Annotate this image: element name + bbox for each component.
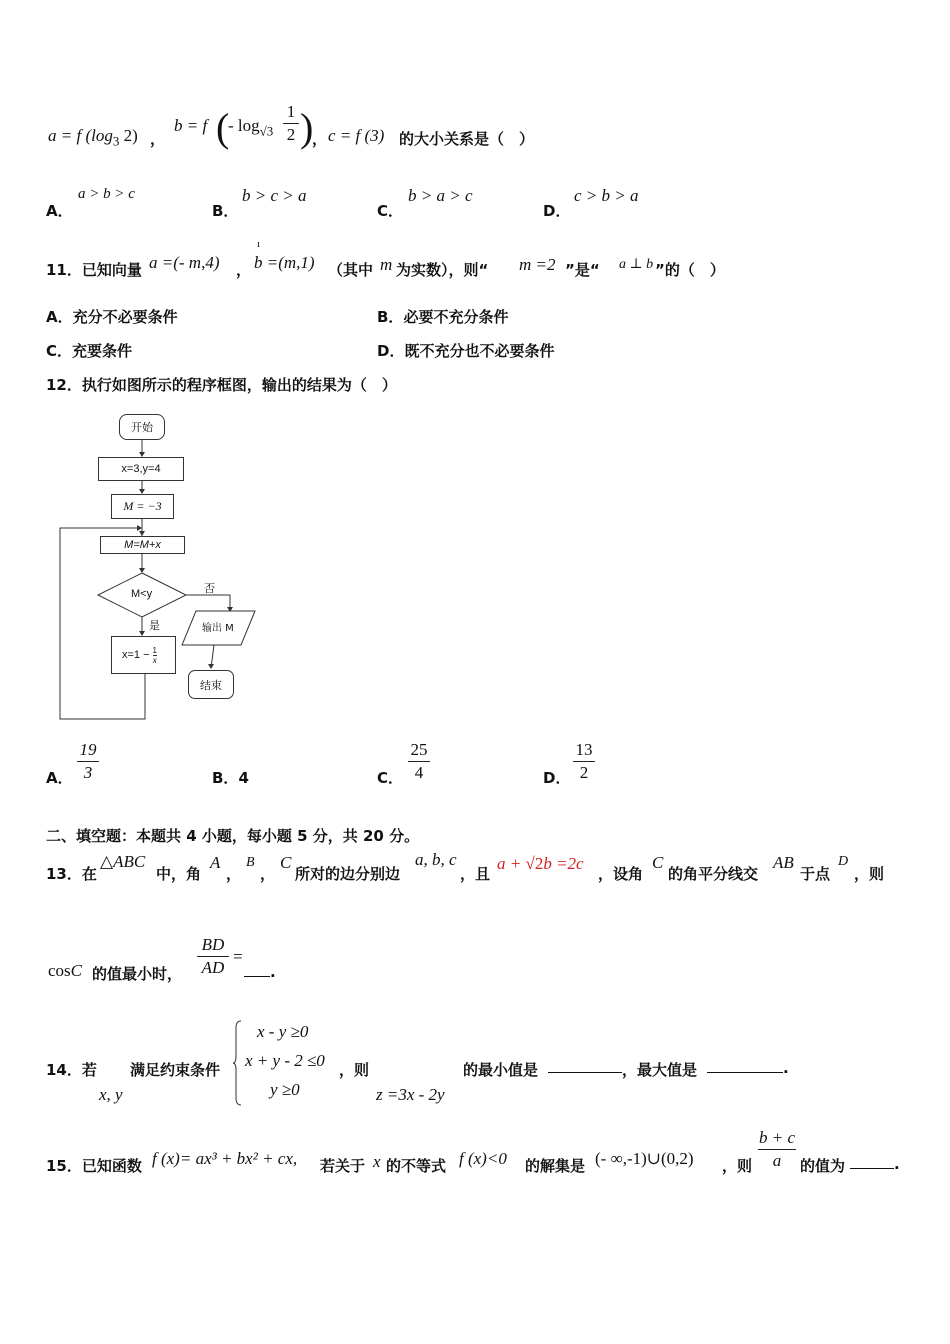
- flowchart-output: 输出 M: [202, 623, 234, 634]
- q14-objective: z =3x - 2y: [376, 1085, 445, 1104]
- q12-option-c-value[interactable]: 25 4: [408, 740, 430, 783]
- flowchart-update: M=M+x: [100, 536, 185, 554]
- q11-option-b[interactable]: B．必要不充分条件: [377, 308, 509, 326]
- flowchart-start: 开始: [119, 414, 165, 440]
- flowchart-no-label: 否: [204, 582, 215, 595]
- q15-fraction: b + c a: [758, 1128, 796, 1170]
- q10-b-expr: b = f: [174, 116, 208, 135]
- q12-option-b[interactable]: B．4: [212, 769, 249, 787]
- q14-min-blank[interactable]: [548, 1059, 622, 1077]
- q10-a-expr: a = f ($\log_3$ 2): [48, 126, 138, 149]
- flowchart-m-init: M = −3: [111, 494, 174, 519]
- q10-question-text: 的大小关系是（ ）: [399, 130, 535, 148]
- q13-condition: a + √2b =2c: [497, 854, 584, 873]
- q10-option-d-value[interactable]: c > b > a: [574, 186, 639, 205]
- q12-option-a-label[interactable]: A．: [46, 769, 73, 787]
- section-heading: 二、填空题：本题共 4 小题，每小题 5 分，共 20 分。: [46, 827, 420, 845]
- q10-option-d-label[interactable]: D．: [543, 202, 571, 220]
- q14-constraint-2: x + y - 2 ≤0: [245, 1051, 325, 1070]
- q10-option-a-label[interactable]: A．: [46, 202, 73, 220]
- q11-option-c[interactable]: C．充要条件: [46, 342, 133, 360]
- q13-triangle: △ABC: [100, 852, 146, 871]
- q11-condition: m =2: [519, 255, 556, 274]
- q10-option-a-value[interactable]: a > b > c: [78, 186, 135, 202]
- q11-perpendicular: a ⊥ b: [619, 257, 654, 272]
- q12-option-d-value[interactable]: 13 2: [573, 740, 595, 783]
- q11-option-d[interactable]: D．既不充分也不必要条件: [377, 342, 555, 360]
- q10-b-fraction: 1 2: [283, 102, 299, 145]
- q13-fraction: BD AD: [197, 935, 229, 978]
- q14-constraint-1: x - y ≥0: [257, 1022, 309, 1041]
- q10-option-b-value[interactable]: b > c > a: [242, 186, 307, 205]
- q15-inequality: f (x)<0: [459, 1149, 507, 1168]
- q10-c-expr: c = f (3): [328, 126, 385, 145]
- q12-option-a-value[interactable]: 19 3: [77, 740, 99, 783]
- q14-max-blank[interactable]: .: [707, 1059, 789, 1077]
- q12-option-d-label[interactable]: D．: [543, 769, 571, 787]
- flowchart-end: 结束: [188, 670, 234, 699]
- q13-cos: cosC: [48, 961, 83, 980]
- q12-option-c-label[interactable]: C．: [377, 769, 404, 787]
- q15-answer-blank[interactable]: .: [850, 1155, 900, 1173]
- q10-option-b-label[interactable]: B．: [212, 202, 239, 220]
- flowchart-init: x=3,y=4: [98, 457, 184, 481]
- q14-variables: x, y: [99, 1085, 123, 1104]
- q15-function: f (x)= ax³ + bx² + cx,: [152, 1149, 298, 1168]
- q11-vector-b: b =(m,1): [254, 253, 315, 272]
- flowchart-step: x=1 − $\frac{1}{x}$: [111, 636, 176, 674]
- q13-answer-blank[interactable]: .: [244, 963, 276, 981]
- q15-solution-set: (- ∞,-1)∪(0,2): [595, 1149, 694, 1168]
- flowchart-yes-label: 是: [149, 619, 160, 632]
- q10-option-c-label[interactable]: C．: [377, 202, 404, 220]
- q10-option-c-value[interactable]: b > a > c: [408, 186, 473, 205]
- brace-icon: [233, 1020, 243, 1106]
- q11-number: 11．已知向量: [46, 261, 142, 279]
- q10-b-inner: - $\log_{√3}$: [228, 116, 274, 139]
- vector-arrow-icon: ı: [257, 238, 261, 250]
- q11-option-a[interactable]: A．充分不必要条件: [46, 308, 178, 326]
- q11-vector-a: a =(- m,4): [149, 253, 220, 272]
- q12-question-text: 12．执行如图所示的程序框图，输出的结果为（ ）: [46, 376, 397, 394]
- flowchart-condition: M<y: [131, 588, 153, 600]
- q14-constraint-3: y ≥0: [270, 1080, 300, 1099]
